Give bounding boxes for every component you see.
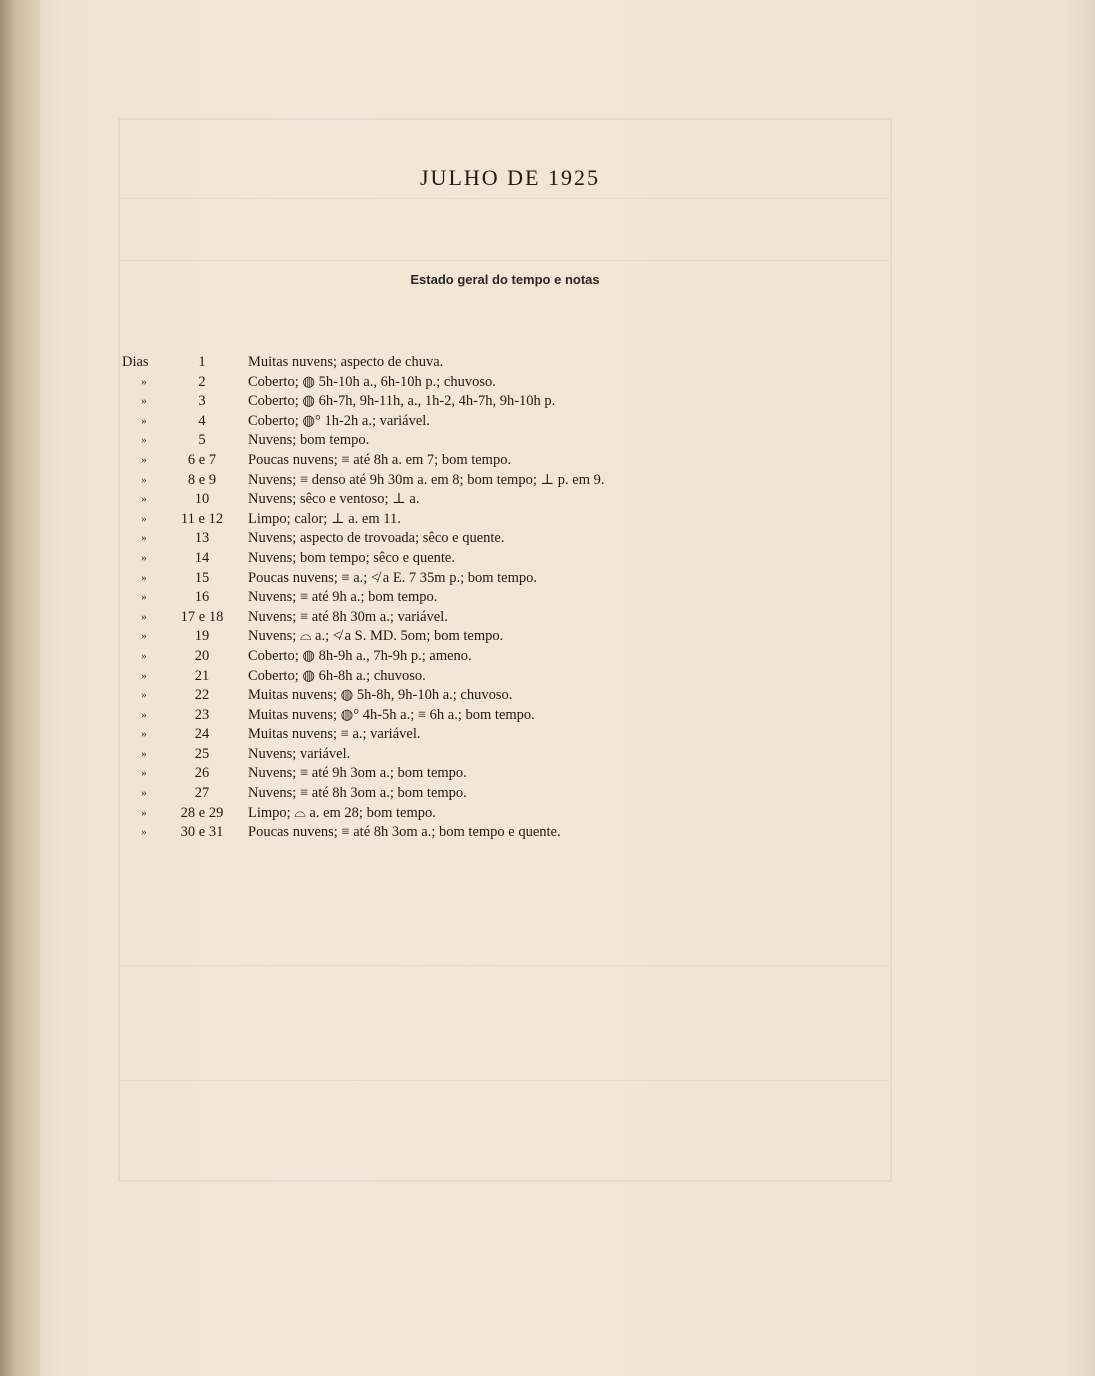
ditto-mark: » xyxy=(141,826,147,839)
ditto-mark: » xyxy=(141,728,147,741)
note-cell: Poucas nuvens; ≡ até 8h a. em 7; bom tempo. xyxy=(248,451,512,468)
note-cell: Nuvens; ≡ denso até 9h 30m a. em 8; bom tempo; ⊥ p. em 9. xyxy=(248,471,605,488)
ditto-mark: » xyxy=(141,747,147,760)
day-cell: 13 xyxy=(194,530,210,547)
note-cell: Nuvens; sêco e ventoso; ⊥ a. xyxy=(248,491,420,508)
note-cell: Coberto; ◍ 5h-10h a., 6h-10h p.; chuvoso. xyxy=(248,373,496,390)
table-row xyxy=(122,764,742,784)
table-row xyxy=(122,353,742,373)
note-cell: Coberto; ◍° 1h-2h a.; variável. xyxy=(248,412,430,429)
day-cell: 1 xyxy=(198,354,206,370)
ditto-mark: » xyxy=(141,689,147,702)
ditto-mark: » xyxy=(141,571,147,584)
note-cell: Poucas nuvens; ≡ a.; ≮ a E. 7 35m p.; bom tempo. xyxy=(248,569,538,586)
day-cell: 24 xyxy=(194,726,210,743)
table-row xyxy=(122,510,742,530)
note-cell: Nuvens; ≡ até 8h 30m a.; variável. xyxy=(248,608,448,625)
day-cell: 27 xyxy=(194,785,210,802)
ditto-mark: » xyxy=(141,708,147,721)
note-cell: Coberto; ◍ 6h-7h, 9h-11h, a., 1h-2, 4h-7h, 9h-10h p. xyxy=(248,393,556,410)
table-row xyxy=(122,490,742,510)
day-cell: 2 xyxy=(198,373,206,390)
table-row xyxy=(122,823,742,843)
day-cell: 15 xyxy=(194,569,210,586)
ditto-mark: » xyxy=(141,532,147,545)
table-row xyxy=(122,392,742,412)
day-cell: 10 xyxy=(194,491,210,508)
ditto-mark: » xyxy=(141,493,147,506)
table-row xyxy=(122,667,742,687)
ditto-mark: » xyxy=(141,395,147,408)
day-cell: 26 xyxy=(194,765,210,782)
day-cell: 6 e 7 xyxy=(187,451,217,468)
day-cell: 22 xyxy=(194,687,210,704)
ditto-mark: » xyxy=(141,610,147,623)
table-row xyxy=(122,471,742,491)
note-cell: Muitas nuvens; ◍ 5h-8h, 9h-10h a.; chuvoso. xyxy=(248,687,513,704)
table-row xyxy=(122,686,742,706)
day-cell: 30 e 31 xyxy=(180,824,224,841)
table-row xyxy=(122,549,742,569)
day-cell: 23 xyxy=(194,706,210,723)
note-cell: Nuvens; bom tempo. xyxy=(248,432,370,449)
table-row xyxy=(122,373,742,393)
note-cell: Nuvens; ≡ até 9h a.; bom tempo. xyxy=(248,589,438,606)
note-cell: Coberto; ◍ 6h-8h a.; chuvoso. xyxy=(248,667,426,684)
ditto-mark: » xyxy=(141,630,147,643)
ditto-mark: » xyxy=(141,591,147,604)
day-cell: 3 xyxy=(198,393,206,410)
ditto-mark: » xyxy=(141,473,147,486)
day-cell: 16 xyxy=(194,589,210,606)
day-cell: 20 xyxy=(194,647,210,664)
table-row xyxy=(122,784,742,804)
note-cell: Nuvens; ≡ até 8h 3om a.; bom tempo. xyxy=(248,785,467,802)
ditto-mark: » xyxy=(141,512,147,525)
day-cell: 4 xyxy=(198,412,206,429)
ditto-mark: » xyxy=(141,806,147,819)
ditto-mark: » xyxy=(141,434,147,447)
ditto-mark: » xyxy=(141,787,147,800)
ditto-mark: » xyxy=(141,453,147,466)
ditto-mark: » xyxy=(141,767,147,780)
table-row xyxy=(122,608,742,628)
day-cell: 11 e 12 xyxy=(180,510,224,527)
note-cell: Nuvens; bom tempo; sêco e quente. xyxy=(248,549,455,566)
book-spine xyxy=(0,0,40,1376)
day-cell: 14 xyxy=(194,549,210,566)
table-row xyxy=(122,412,742,432)
note-cell: Limpo; calor; ⊥ a. em 11. xyxy=(248,510,401,527)
day-cell: 21 xyxy=(194,667,210,684)
note-cell: Muitas nuvens; aspecto de chuva. xyxy=(248,354,444,370)
ditto-mark: » xyxy=(141,375,147,388)
day-cell: 8 e 9 xyxy=(187,471,217,488)
note-cell: Muitas nuvens; ◍° 4h-5h a.; ≡ 6h a.; bom tempo. xyxy=(248,706,535,723)
note-cell: Nuvens; ≡ até 9h 3om a.; bom tempo. xyxy=(248,765,467,782)
ditto-mark: » xyxy=(141,669,147,682)
note-cell: Limpo; ⌓ a. em 28; bom tempo. xyxy=(248,804,436,821)
note-cell: Poucas nuvens; ≡ até 8h 3om a.; bom tempo e quente. xyxy=(248,824,561,841)
ditto-mark: » xyxy=(141,414,147,427)
table-row xyxy=(122,706,742,726)
table-row xyxy=(122,529,742,549)
note-cell: Muitas nuvens; ≡ a.; variável. xyxy=(248,726,421,743)
note-cell: Nuvens; aspecto de trovoada; sêco e quente. xyxy=(248,530,505,547)
page-title: JULHO DE 1925 xyxy=(420,165,600,190)
table-row xyxy=(122,569,742,589)
day-cell: 28 e 29 xyxy=(180,804,224,821)
ditto-mark: » xyxy=(141,649,147,662)
table-row xyxy=(122,451,742,471)
dias-header: Dias xyxy=(122,354,149,370)
weather-notes-table xyxy=(122,353,742,843)
table-row xyxy=(122,588,742,608)
note-cell: Nuvens; variável. xyxy=(248,745,351,762)
day-cell: 19 xyxy=(194,628,210,645)
table-row xyxy=(122,431,742,451)
table-row xyxy=(122,804,742,824)
note-cell: Nuvens; ⌓ a.; ≮ a S. MD. 5om; bom tempo. xyxy=(248,628,504,645)
table-row xyxy=(122,647,742,667)
ditto-mark: » xyxy=(141,551,147,564)
table-row xyxy=(122,725,742,745)
day-cell: 25 xyxy=(194,745,210,762)
table-row xyxy=(122,627,742,647)
note-cell: Coberto; ◍ 8h-9h a., 7h-9h p.; ameno. xyxy=(248,647,472,664)
page-subtitle: Estado geral do tempo e notas xyxy=(410,272,600,287)
table-row xyxy=(122,745,742,765)
day-cell: 17 e 18 xyxy=(180,608,224,625)
day-cell: 5 xyxy=(198,432,206,449)
